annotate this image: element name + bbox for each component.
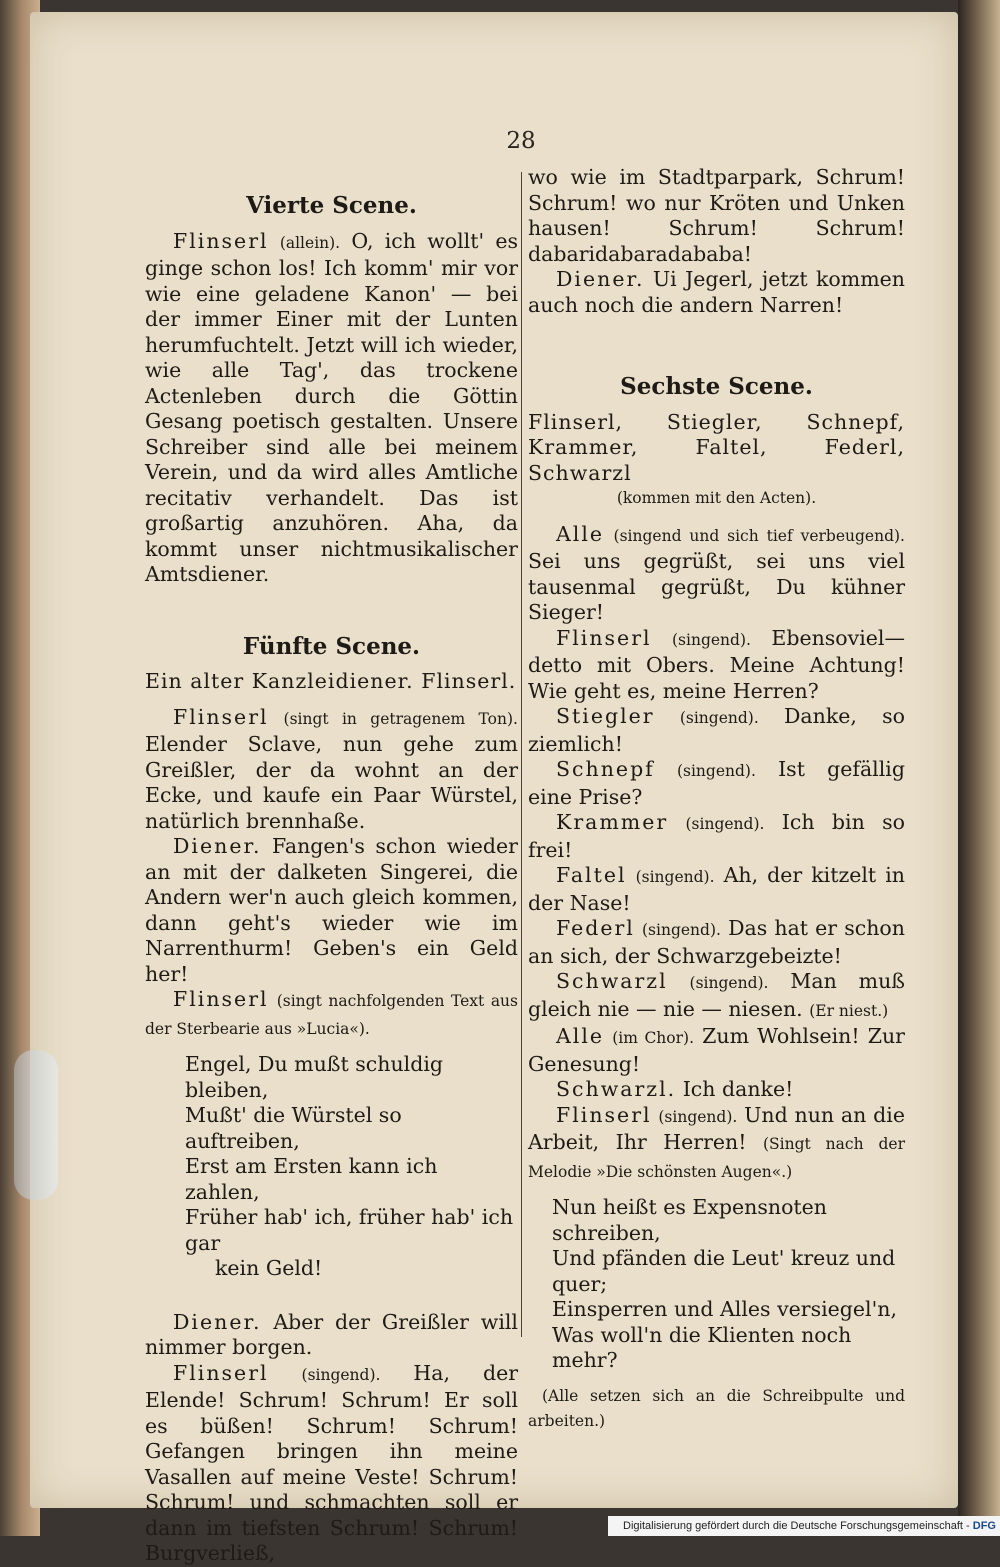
stage-direction: (singend). bbox=[679, 709, 759, 727]
dialogue-text: Zum Wohlsein! Zur Genesung! bbox=[528, 1024, 905, 1076]
dialogue-paragraph bbox=[528, 522, 905, 626]
digitization-footer bbox=[608, 1516, 1000, 1536]
speaker-name: Flinserl bbox=[173, 228, 269, 253]
dialogue-paragraph bbox=[528, 267, 905, 318]
verse-line: Und pfänden die Leut' kreuz und quer; bbox=[552, 1246, 896, 1296]
dialogue-text: Ha, der Elende! Schrum! Schrum! Er soll es büßen! Schrum! Schrum! Gefangen bringen ihn meine Vasallen auf meine Veste! Schrum! Schrum! und schmachten soll er dann im tiefsten Schrum! Schrum! Burgverließ, bbox=[145, 1360, 518, 1565]
dialogue-text: Ebensoviel—detto mit Obers. Meine Achtung! Wie geht es, meine Herren? bbox=[528, 625, 905, 703]
column-divider bbox=[521, 172, 522, 1337]
dialogue-paragraph bbox=[528, 626, 905, 705]
left-column bbox=[145, 165, 518, 1567]
dialogue-paragraph bbox=[528, 863, 905, 916]
speaker-name: Flinserl bbox=[556, 625, 652, 650]
dialogue-text: Ah, der kitzelt in der Nase! bbox=[528, 863, 905, 915]
verse-line: kein Geld! bbox=[215, 1256, 323, 1280]
verse-line: Mußt' die Würstel so auftreiben, bbox=[185, 1103, 402, 1153]
stage-direction: (singend). bbox=[635, 868, 715, 886]
dialogue-paragraph bbox=[145, 834, 518, 987]
speaker-name: Krammer bbox=[556, 810, 669, 834]
speaker-name: Flinserl bbox=[556, 1102, 652, 1127]
verse-line: Engel, Du mußt schuldig bleiben, bbox=[185, 1052, 444, 1102]
cast-list: Ein alter Kanzleidiener. Flinserl. bbox=[145, 669, 517, 693]
stage-direction: (im Chor). bbox=[612, 1029, 695, 1047]
verse-line: Was woll'n die Klienten noch mehr? bbox=[552, 1322, 852, 1372]
page-number: 28 bbox=[506, 128, 536, 154]
dialogue-text: Ich bin so frei! bbox=[528, 810, 905, 862]
dialogue-text: O, ich wollt' es ginge schon los! Ich komm' mir vor wie eine geladene Kanon' — bei der immer Einer mit der Lunten herumfuchtelt. Jetzt will ich wieder, wie alle Tag', das trockene Actenleben durch die Göttin Gesang poetisch gestalten. Unsere Schreiber sind alle bei meinem Verein, und da wird alles Amtliche recitativ verhandelt. Das ist großartig anzuhören. Aha, da kommt unser nichtmusikalischer Amtsdiener. bbox=[145, 228, 518, 586]
dialogue-paragraph bbox=[528, 704, 905, 757]
dialogue-text: Ich danke! bbox=[682, 1077, 794, 1101]
speaker-name: Faltel bbox=[556, 863, 627, 887]
dialogue-text: Und nun an die Arbeit, Ihr Herren! bbox=[528, 1102, 905, 1154]
stage-direction: (singt nachfolgenden Text aus der Sterbearie aus »Lucia«). bbox=[145, 992, 518, 1038]
dialogue-paragraph bbox=[145, 987, 518, 1042]
dialogue-text: Ui Jegerl, jetzt kommen auch noch die andern Narren! bbox=[528, 267, 905, 317]
dialogue-paragraph bbox=[145, 1310, 518, 1361]
speaker-name: Diener. bbox=[173, 834, 262, 858]
dialogue-text: Sei uns gegrüßt, sei uns viel tausenmal gegrüßt, Du kühner Sieger! bbox=[528, 549, 905, 624]
song-verse bbox=[528, 1195, 905, 1374]
speaker-name: Alle bbox=[556, 1024, 605, 1048]
speaker-name: Flinserl bbox=[173, 1360, 269, 1385]
scene-title: Sechste Scene. bbox=[620, 373, 813, 400]
stage-direction: (singend). bbox=[676, 762, 756, 780]
page-clip bbox=[14, 1050, 58, 1200]
speaker-name: Diener. bbox=[173, 1309, 262, 1334]
dialogue-paragraph bbox=[145, 229, 518, 588]
dialogue-paragraph bbox=[528, 165, 905, 267]
dialogue-paragraph bbox=[528, 969, 905, 1024]
dialogue-text: wo wie im Stadtparpark, Schrum! Schrum! wo nur Kröten und Unken hausen! Schrum! Schrum! dabaridabaradababa! bbox=[528, 165, 905, 266]
dfg-logo-icon: DFG bbox=[972, 1520, 996, 1532]
stage-direction: (Singt nach der Melodie »Die schönsten Augen«.) bbox=[528, 1135, 905, 1181]
stage-direction: (singend). bbox=[642, 921, 721, 939]
dialogue-paragraph bbox=[528, 1103, 905, 1186]
stage-direction: (singend). bbox=[685, 815, 765, 833]
speaker-name: Flinserl bbox=[173, 704, 269, 729]
speaker-name: Schwarzl. bbox=[556, 1077, 677, 1101]
footer-text: Digitalisierung gefördert durch die Deutsche Forschungsgemeinschaft - bbox=[623, 1520, 970, 1532]
speaker-name: Schnepf bbox=[556, 757, 655, 781]
speaker-name: Federl bbox=[556, 916, 635, 940]
stage-direction: (Er niest.) bbox=[809, 1001, 889, 1020]
dialogue-text: Man muß gleich nie — nie — niesen. bbox=[528, 969, 905, 1021]
dialogue-paragraph bbox=[528, 810, 905, 863]
speaker-name: Alle bbox=[556, 521, 605, 546]
stage-direction: (kommen mit den Acten). bbox=[616, 489, 817, 507]
speaker-name: Flinserl bbox=[173, 987, 269, 1011]
dialogue-text: Aber der Greißler will nimmer borgen. bbox=[145, 1309, 518, 1359]
dialogue-paragraph bbox=[145, 705, 518, 835]
stage-direction: (singt in getragenem Ton). bbox=[283, 709, 518, 728]
stage-direction: (allein). bbox=[279, 233, 341, 252]
stage-direction: (singend). bbox=[689, 974, 769, 992]
speaker-name: Diener. bbox=[556, 267, 645, 291]
stage-direction: (Alle setzen sich an die Schreibpulte und arbeiten.) bbox=[528, 1386, 905, 1430]
stage-direction: (singend). bbox=[672, 630, 751, 649]
scene-title: Fünfte Scene. bbox=[242, 632, 421, 660]
stage-direction: (singend). bbox=[658, 1107, 738, 1126]
cast-list: Flinserl, Stiegler, Schnepf, Krammer, Faltel, Federl, Schwarzl bbox=[528, 409, 905, 485]
speaker-name: Stiegler bbox=[556, 704, 655, 728]
dialogue-text: Das hat er schon an sich, der Schwarzgebeizte! bbox=[528, 916, 905, 968]
verse-line: Früher hab' ich, früher hab' ich gar bbox=[185, 1205, 514, 1255]
speaker-name: Schwarzl bbox=[556, 969, 668, 993]
dialogue-text: Danke, so ziemlich! bbox=[528, 704, 905, 756]
dialogue-text: Ist gefällig eine Prise? bbox=[528, 757, 905, 809]
stage-direction: (singend und sich tief verbeugend). bbox=[613, 526, 905, 545]
dialogue-paragraph bbox=[528, 1077, 905, 1103]
dialogue-text: Fangen's schon wieder an mit der dalketen Singerei, die Andern wer'n auch gleich kommen, dann geht's wieder wie im Narrenthurm! Geben's ein Geld her! bbox=[145, 834, 518, 986]
dialogue-paragraph bbox=[528, 916, 905, 969]
dialogue-paragraph bbox=[528, 757, 905, 810]
adjacent-page-edge bbox=[958, 0, 1000, 1536]
verse-line: Erst am Ersten kann ich zahlen, bbox=[185, 1154, 438, 1204]
verse-line: Nun heißt es Expensnoten schreiben, bbox=[552, 1195, 827, 1245]
song-verse bbox=[145, 1052, 518, 1282]
scene-title: Vierte Scene. bbox=[246, 192, 417, 219]
stage-direction: (singend). bbox=[301, 1365, 381, 1384]
verse-line: Einsperren und Alles versiegel'n, bbox=[552, 1297, 897, 1321]
right-column bbox=[528, 165, 905, 1435]
dialogue-text: Elender Sclave, nun gehe zum Greißler, der da wohnt an der Ecke, und kaufe ein Paar Würstel, natürlich brennhaße. bbox=[145, 732, 518, 833]
dialogue-paragraph bbox=[528, 1024, 905, 1077]
